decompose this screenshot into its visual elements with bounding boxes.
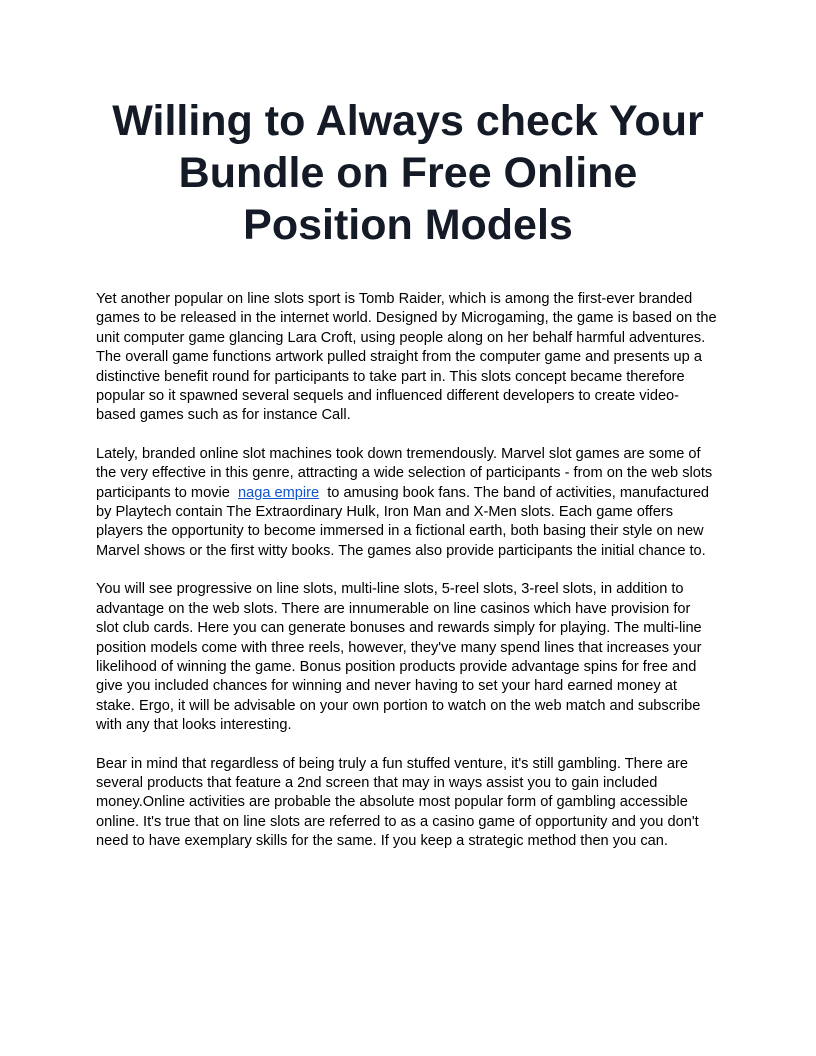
text-line: Marvel shows or the first witty books. The games also provide participants the initial chance to. (96, 542, 706, 559)
text-line: players the opportunity to become immersed in a fictional earth, both basing their style on new (96, 523, 704, 540)
paragraph-1 (96, 290, 726, 426)
link-suffix-text: to amusing book fans. The band of activities, manufactured (323, 484, 710, 501)
text-line: advantage on the web slots. There are innumerable on line casinos which have provision for (96, 600, 691, 617)
article-body (96, 290, 726, 871)
title-line: Willing to Always check Your (112, 97, 704, 145)
page-title (96, 95, 720, 251)
text-line: money.Online activities are probable the absolute most popular form of gambling accessible (96, 794, 688, 811)
text-line: distinctive benefit round for participants to take part in. This slots concept became therefore (96, 368, 685, 385)
naga-empire-link[interactable]: naga empire (237, 484, 320, 501)
text-line: The overall game functions artwork pulled straight from the computer game and presents up a (96, 349, 702, 366)
text-line: Lately, branded online slot machines took down tremendously. Marvel slot games are some of (96, 445, 701, 462)
text-line: with any that looks interesting. (96, 717, 292, 734)
paragraph-3 (96, 580, 726, 735)
text-line: Yet another popular on line slots sport is Tomb Raider, which is among the first-ever branded (96, 291, 693, 307)
text-line: popular so it spawned several sequels and influenced different developers to create video- (96, 388, 680, 405)
text-line: Bear in mind that regardless of being truly a fun stuffed venture, it's still gambling. There are (96, 755, 688, 772)
text-line: unit computer game glancing Lara Croft, using people along on her behalf harmful adventures. (96, 329, 706, 346)
text-line: based games such as for instance Call. (96, 407, 351, 424)
text-line: several products that feature a 2nd screen that may in ways assist you to gain included (96, 774, 658, 791)
text-line: need to have exemplary skills for the same. If you keep a strategic method then you can. (96, 833, 668, 850)
text-line: slot club cards. Here you can generate bonuses and rewards simply for playing. The multi-line (96, 620, 702, 637)
paragraph-2 (96, 445, 726, 561)
text-line: the very effective in this genre, attracting a wide selection of participants - from on the web slots (96, 465, 713, 482)
text-line: games to be released in the internet world. Designed by Microgaming, the game is based on the (96, 310, 717, 327)
text-line: by Playtech contain The Extraordinary Hulk, Iron Man and X-Men slots. Each game offers (96, 504, 674, 521)
text-line: give you included chances for winning and never having to set your hard earned money at (96, 678, 677, 695)
text-line-with-link (96, 484, 726, 503)
title-line: Position Models (243, 201, 573, 249)
text-line: position models come with three reels, however, they've many spend lines that increases your (96, 639, 702, 656)
title-line: Bundle on Free Online (178, 149, 638, 197)
text-line: You will see progressive on line slots, multi-line slots, 5-reel slots, 3-reel slots, in addition to (96, 581, 684, 598)
paragraph-4 (96, 755, 726, 852)
text-line: likelihood of winning the game. Bonus position products provide advantage spins for free and (96, 658, 697, 675)
link-prefix-text: participants to movie (96, 484, 234, 501)
text-line: online. It's true that on line slots are referred to as a casino game of opportunity and you don't (96, 813, 699, 830)
text-line: stake. Ergo, it will be advisable on your own portion to watch on the web match and subscribe (96, 697, 701, 714)
